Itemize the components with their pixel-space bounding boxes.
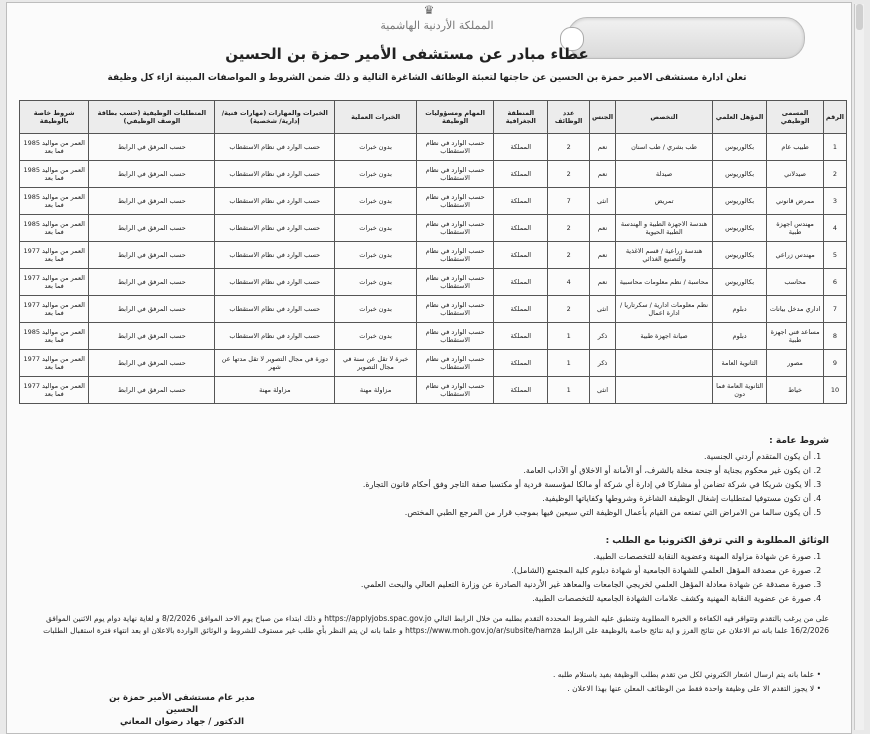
- table-cell: 2: [548, 215, 590, 242]
- documents-list: [29, 551, 829, 605]
- table-cell: 2: [548, 134, 590, 161]
- table-cell: 1: [548, 350, 590, 377]
- list-item: 1. صورة عن شهادة مزاولة المهنة وعضوية النقابة للتخصصات الطبية.: [29, 551, 811, 563]
- table-cell: حسب الوارد في نظام الاستقطاب: [215, 269, 335, 296]
- table-cell: حسب الوارد في نظام الاستقطاب: [416, 269, 493, 296]
- table-cell: بكالوريوس: [712, 188, 766, 215]
- table-cell: مهندس زراعي: [767, 242, 824, 269]
- table-cell: العمر من مواليد 1977 فما بعد: [20, 350, 89, 377]
- column-header: شروط خاصة بالوظيفة: [20, 101, 89, 134]
- table-cell: بدون خبرات: [335, 188, 417, 215]
- table-cell: بكالوريوس: [712, 269, 766, 296]
- column-header: المسمى الوظيفي: [767, 101, 824, 134]
- table-cell: حسب الوارد في نظام الاستقطاب: [215, 323, 335, 350]
- table-cell: المملكة: [494, 161, 548, 188]
- table-cell: طب بشري / طب اسنان: [616, 134, 713, 161]
- general-conditions-heading: شروط عامة :: [769, 436, 829, 446]
- table-cell: العمر من مواليد 1977 فما بعد: [20, 242, 89, 269]
- table-cell: نعم: [589, 215, 615, 242]
- note-item: • لا يجوز التقدم الا على وظيفة واحدة فقط من الوظائف المعلن عنها بهذا الاعلان .: [261, 682, 821, 696]
- signature-title: مدير عام مستشفى الأمير حمزة بن الحسين: [109, 693, 255, 715]
- table-cell: بكالوريوس: [712, 161, 766, 188]
- table-cell: المملكة: [494, 269, 548, 296]
- list-item: 5. أن يكون سالما من الامراض التي تمنعه من القيام بأعمال الوظيفة التي سيعين فيها بموجب قرار من المرجع الطبي المختص.: [29, 507, 811, 519]
- table-cell: [616, 350, 713, 377]
- table-row: [20, 296, 847, 323]
- table-cell: نظم معلومات ادارية / سكرتاريا / ادارة اعمال: [616, 296, 713, 323]
- table-cell: اداري مدخل بيانات: [767, 296, 824, 323]
- table-cell: 4: [548, 269, 590, 296]
- table-cell: الثانوية العامة فما دون: [712, 377, 766, 404]
- documents-heading: الوثائق المطلوبة و التي ترفق الكترونيا مع الطلب :: [605, 536, 829, 546]
- table-row: [20, 188, 847, 215]
- table-row: [20, 377, 847, 404]
- table-cell: الثانوية العامة: [712, 350, 766, 377]
- list-item: 1. أن يكون المتقدم أردني الجنسية.: [29, 451, 811, 463]
- table-cell: حسب المرفق في الرابط: [89, 215, 215, 242]
- table-row: [20, 242, 847, 269]
- table-row: [20, 269, 847, 296]
- table-cell: حسب الوارد في نظام الاستقطاب: [215, 296, 335, 323]
- note-item: • علما بانه يتم ارسال اشعار الكتروني لكل من تقدم بطلب الوظيفة بفيد باستلام طلبه .: [261, 668, 821, 682]
- list-item: 4. أن تكون مستوفيا لمتطلبات إشغال الوظيفة الشاغرة وشروطها وكفاياتها الوظيفية.: [29, 493, 811, 505]
- table-cell: 1: [548, 377, 590, 404]
- table-cell: دبلوم: [712, 296, 766, 323]
- table-cell: المملكة: [494, 134, 548, 161]
- signature-block: [107, 693, 257, 729]
- vertical-scrollbar[interactable]: [854, 4, 864, 730]
- column-header: الخبرات والمهارات (مهارات فنية/ إدارية/ شخصية): [215, 101, 335, 134]
- table-cell: المملكة: [494, 215, 548, 242]
- table-cell: العمر من مواليد 1977 فما بعد: [20, 296, 89, 323]
- table-cell: بكالوريوس: [712, 215, 766, 242]
- table-cell: حسب المرفق في الرابط: [89, 188, 215, 215]
- table-cell: المملكة: [494, 350, 548, 377]
- table-cell: حسب الوارد في نظام الاستقطاب: [416, 215, 493, 242]
- column-header: التخصص: [616, 101, 713, 134]
- general-conditions-section: [29, 435, 829, 521]
- column-header: الرقم: [823, 101, 846, 134]
- table-cell: صيدلاني: [767, 161, 824, 188]
- table-cell: مصور: [767, 350, 824, 377]
- documents-section: [29, 535, 829, 607]
- table-cell: حسب المرفق في الرابط: [89, 242, 215, 269]
- table-row: [20, 161, 847, 188]
- table-cell: بدون خبرات: [335, 215, 417, 242]
- table-cell: 1: [823, 134, 846, 161]
- table-cell: المملكة: [494, 377, 548, 404]
- table-cell: ذكر: [589, 323, 615, 350]
- table-cell: المملكة: [494, 188, 548, 215]
- table-cell: العمر من مواليد 1985 فما بعد: [20, 323, 89, 350]
- table-cell: هندسة زراعية / قسم الاغذية والتصنيع الغذائي: [616, 242, 713, 269]
- table-cell: مزاولة مهنة: [215, 377, 335, 404]
- table-cell: محاسبة / نظم معلومات محاسبية: [616, 269, 713, 296]
- table-row: [20, 134, 847, 161]
- column-header: عدد الوظائف: [548, 101, 590, 134]
- table-cell: حسب الوارد في نظام الاستقطاب: [215, 215, 335, 242]
- table-cell: صيدلة: [616, 161, 713, 188]
- table-cell: حسب الوارد في نظام الاستقطاب: [416, 161, 493, 188]
- table-cell: بكالوريوس: [712, 242, 766, 269]
- table-cell: 2: [548, 296, 590, 323]
- table-cell: حسب الوارد في نظام الاستقطاب: [215, 188, 335, 215]
- table-cell: ممرض قانوني: [767, 188, 824, 215]
- intro-text: تعلن ادارة مستشفى الامير حمزة بن الحسين عن حاجتها لتعبئة الوظائف الشاغرة التالية و ذلك ضمن الشروط و المواصفات المبينة ازاء كل وظيفة: [107, 73, 747, 83]
- table-cell: حسب الوارد في نظام الاستقطاب: [416, 296, 493, 323]
- table-cell: بدون خبرات: [335, 269, 417, 296]
- kingdom-header: المملكة الأردنية الهاشمية: [380, 19, 494, 32]
- table-cell: 2: [823, 161, 846, 188]
- table-cell: حسب الوارد في نظام الاستقطاب: [416, 134, 493, 161]
- table-cell: العمر من مواليد 1985 فما بعد: [20, 134, 89, 161]
- table-cell: طبيب عام: [767, 134, 824, 161]
- table-cell: المملكة: [494, 323, 548, 350]
- column-header: الخبرات العملية: [335, 101, 417, 134]
- table-cell: بدون خبرات: [335, 161, 417, 188]
- table-cell: 2: [548, 242, 590, 269]
- table-row: [20, 350, 847, 377]
- table-cell: 8: [823, 323, 846, 350]
- table-cell: حسب الوارد في نظام الاستقطاب: [416, 323, 493, 350]
- table-cell: نعم: [589, 134, 615, 161]
- table-cell: صيانة اجهزة طبية: [616, 323, 713, 350]
- list-item: 2. صورة عن مصدقة المؤهل العلمي للشهادة الجامعية أو شهادة دبلوم كلية المجتمع (الشامل).: [29, 565, 811, 577]
- table-cell: نعم: [589, 161, 615, 188]
- scrollbar-thumb[interactable]: [856, 4, 863, 30]
- table-cell: 4: [823, 215, 846, 242]
- table-cell: حسب المرفق في الرابط: [89, 377, 215, 404]
- signature-name: الدكتور / جهاد رضوان المعاني: [119, 716, 245, 727]
- column-header: المؤهل العلمي: [712, 101, 766, 134]
- table-cell: بدون خبرات: [335, 134, 417, 161]
- table-cell: دبلوم: [712, 323, 766, 350]
- table-cell: 7: [548, 188, 590, 215]
- document-page: [6, 2, 852, 734]
- table-cell: 5: [823, 242, 846, 269]
- list-item: 3. ألا يكون شريكا في شركة تضامن أو مشاركا في إدارة أي شركة أو مالكا لمؤسسة فردية أو مكتسبا صفة التاجر وفق أحكام قانون التجارة.: [29, 479, 811, 491]
- table-cell: مساعد فني اجهزة طبية: [767, 323, 824, 350]
- column-header: المتطلبات الوظيفية (حسب بطاقة الوصف الوظيفي): [89, 101, 215, 134]
- application-paragraph: على من يرغب بالتقدم وتتوافر فيه الكفاءة و الخبرة المطلوبة وتنطبق عليه الشروط المحددة التقدم بطلبه من خلال الرابط التالي https://applyjobs.spac.gov.jo و ذلك ابتداء من صباح يوم الاحد الموافق 8/2/2026 و لغاية نهاية دوام يوم الاثنين الموافق 16/2/2026 علما بانه تم الاعلان عن نتائج الفرز و اية نتائج خاصة بالوظيفة على الرابط https://www.moh.gov.jo/ar/subsite/hamza و علما بانه لن يتم النظر بأي طلب غير مستوف للشروط و الوثائق الواردة بالاعلان او بعد انتهاء فترة استقبال الطلبات: [43, 614, 829, 635]
- table-cell: حسب المرفق في الرابط: [89, 161, 215, 188]
- table-cell: حسب الوارد في نظام الاستقطاب: [215, 134, 335, 161]
- table-cell: حسب الوارد في نظام الاستقطاب: [416, 242, 493, 269]
- table-cell: 3: [823, 188, 846, 215]
- notes-list: [261, 668, 821, 695]
- table-cell: حسب الوارد في نظام الاستقطاب: [416, 188, 493, 215]
- table-cell: حسب الوارد في نظام الاستقطاب: [416, 377, 493, 404]
- table-cell: بدون خبرات: [335, 242, 417, 269]
- table-cell: خبرة لا تقل عن سنة في مجال التصوير: [335, 350, 417, 377]
- column-header: المهام ومسؤوليات الوظيفة: [416, 101, 493, 134]
- table-cell: المملكة: [494, 242, 548, 269]
- table-cell: انثى: [589, 296, 615, 323]
- column-header: المنطقة الجغرافية: [494, 101, 548, 134]
- list-item: 4. صورة عن عضوية النقابة المهنية وكشف علامات الشهادة الجامعية للتخصصات الطبية.: [29, 593, 811, 605]
- table-cell: 9: [823, 350, 846, 377]
- table-cell: حسب المرفق في الرابط: [89, 134, 215, 161]
- table-cell: نعم: [589, 269, 615, 296]
- table-cell: [616, 377, 713, 404]
- table-cell: انثى: [589, 188, 615, 215]
- table-cell: 1: [548, 323, 590, 350]
- table-row: [20, 323, 847, 350]
- table-cell: حسب المرفق في الرابط: [89, 323, 215, 350]
- table-cell: 2: [548, 161, 590, 188]
- column-header: الجنس: [589, 101, 615, 134]
- table-cell: المملكة: [494, 296, 548, 323]
- table-cell: حسب الوارد في نظام الاستقطاب: [416, 350, 493, 377]
- table-cell: العمر من مواليد 1977 فما بعد: [20, 269, 89, 296]
- table-cell: تمريض: [616, 188, 713, 215]
- table-header-row: [20, 101, 847, 134]
- list-item: 3. صورة مصدقة عن شهادة معادلة المؤهل العلمي لخريجي الجامعات والمعاهد غير الأردنية الصادرة عن وزارة التعليم العالي والبحث العلمي.: [29, 579, 811, 591]
- jobs-table: [19, 100, 847, 404]
- list-item: 2. ان يكون غير محكوم بجناية أو جنحة مخلة بالشرف، أو الأمانة أو الاخلاق أو الآداب العامة.: [29, 465, 811, 477]
- table-cell: نعم: [589, 242, 615, 269]
- table-cell: مهندس اجهزة طبية: [767, 215, 824, 242]
- crown-emblem-icon: ♛: [423, 3, 435, 17]
- table-cell: انثى: [589, 377, 615, 404]
- page-title: عطاء مبادر عن مستشفى الأمير حمزة بن الحسين: [225, 45, 589, 63]
- table-cell: 10: [823, 377, 846, 404]
- table-cell: 7: [823, 296, 846, 323]
- table-cell: مزاولة مهنة: [335, 377, 417, 404]
- table-cell: بدون خبرات: [335, 323, 417, 350]
- table-cell: خياط: [767, 377, 824, 404]
- table-cell: حسب المرفق في الرابط: [89, 350, 215, 377]
- table-cell: العمر من مواليد 1985 فما بعد: [20, 188, 89, 215]
- table-row: [20, 215, 847, 242]
- table-cell: دورة في مجال التصوير لا تقل مدتها عن شهر: [215, 350, 335, 377]
- table-cell: حسب الوارد في نظام الاستقطاب: [215, 242, 335, 269]
- table-cell: هندسة الاجهزة الطبية و الهندسة الطبية الحيوية: [616, 215, 713, 242]
- table-cell: العمر من مواليد 1977 فما بعد: [20, 377, 89, 404]
- general-conditions-list: [29, 451, 829, 519]
- table-cell: 6: [823, 269, 846, 296]
- table-cell: حسب المرفق في الرابط: [89, 296, 215, 323]
- table-cell: حسب الوارد في نظام الاستقطاب: [215, 161, 335, 188]
- table-cell: حسب المرفق في الرابط: [89, 269, 215, 296]
- table-cell: ذكر: [589, 350, 615, 377]
- table-cell: محاسب: [767, 269, 824, 296]
- table-cell: العمر من مواليد 1985 فما بعد: [20, 161, 89, 188]
- table-cell: بكالوريوس: [712, 134, 766, 161]
- table-cell: بدون خبرات: [335, 296, 417, 323]
- table-cell: العمر من مواليد 1985 فما بعد: [20, 215, 89, 242]
- table-body: [20, 134, 847, 404]
